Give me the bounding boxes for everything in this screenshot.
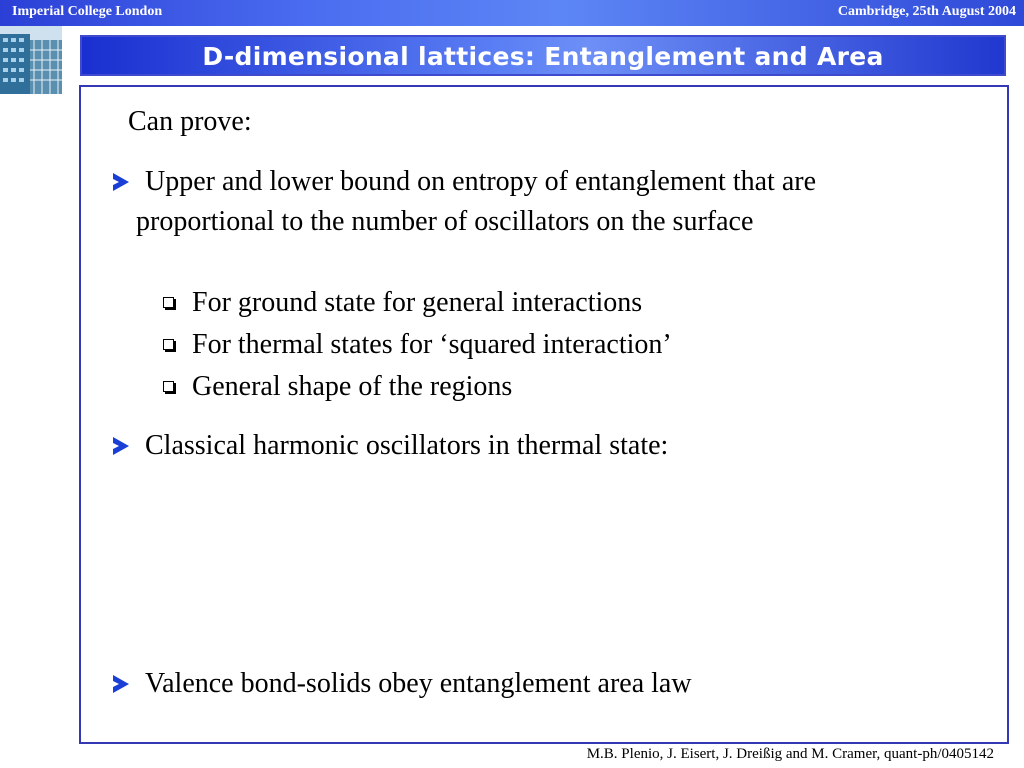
arrow-bullet-icon [113, 437, 129, 455]
subbullet-3: General shape of the regions [192, 371, 513, 402]
subbullet-2: For thermal states for ‘squared interaction’ [192, 329, 672, 360]
event-date: Cambridge, 25th August 2004 [837, 4, 1016, 19]
bullet-3-text: Valence bond-solids obey entanglement area law [145, 668, 692, 699]
checkbox-bullet-icon [163, 297, 174, 308]
slide-title-bar [80, 35, 1006, 76]
intro-text: Can prove: [128, 106, 252, 137]
slide-title: D-dimensional lattices: Entanglement and Area [202, 42, 884, 71]
checkbox-bullet-icon [163, 381, 174, 392]
building-image [0, 26, 62, 94]
bullet-1-line-1: Upper and lower bound on entropy of entanglement that are [145, 166, 817, 197]
header-bar [0, 0, 1024, 26]
bullet-1-line-2: proportional to the number of oscillators on the surface [136, 206, 754, 237]
institution-name: Imperial College London [12, 4, 163, 19]
arrow-bullet-icon [113, 173, 129, 191]
arrow-bullet-icon [113, 675, 129, 693]
subbullet-1: For ground state for general interactions [192, 287, 643, 318]
bullet-2-text: Classical harmonic oscillators in thermal state: [145, 430, 669, 461]
checkbox-bullet-icon [163, 339, 174, 350]
citation: M.B. Plenio, J. Eisert, J. Dreißig and M. Cramer, quant-ph/0405142 [586, 746, 994, 762]
